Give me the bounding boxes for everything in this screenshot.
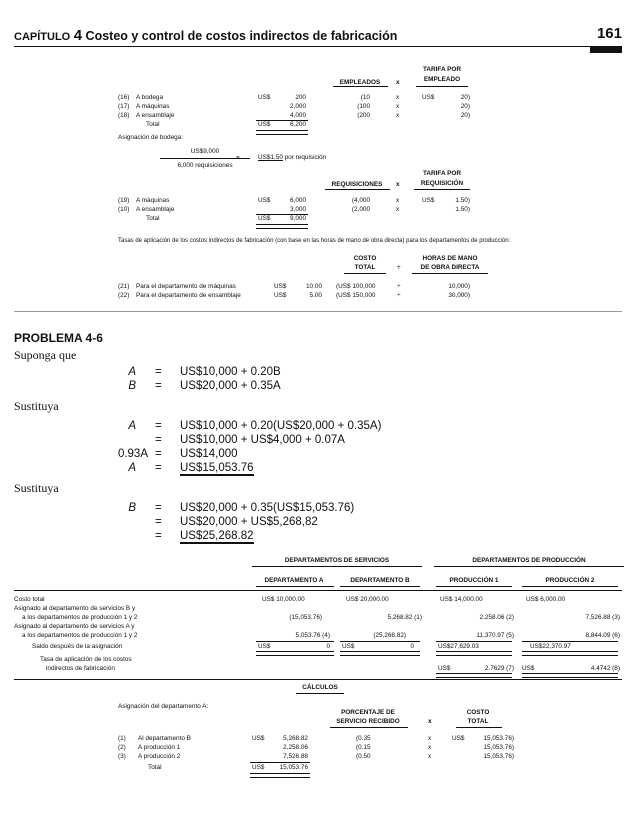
- row-num: (2): [118, 744, 126, 751]
- eq-rhs: US$20,000 + US$5,268,82: [180, 516, 318, 528]
- bodega-title: Asignación de bodega:: [118, 134, 184, 141]
- eq-lhs: A: [128, 366, 136, 378]
- row-count: (10: [360, 94, 370, 101]
- col-rule-prod-2: [522, 586, 618, 587]
- col-header-pct-2: SERVICIO RECIBIDO: [336, 718, 400, 725]
- col-rule-empleados: [333, 86, 388, 87]
- tasa-row-div: ÷: [397, 283, 401, 290]
- sustituya-text-2: Sustituya: [14, 481, 59, 495]
- tasa-row-rate: 10.00: [306, 283, 322, 290]
- row-label-costo: Costo total: [14, 596, 45, 603]
- cell-b: (25,268.82): [373, 632, 406, 639]
- row-costo: 15,053.76): [483, 735, 514, 742]
- group-header-servicios: DEPARTAMENTOS DE SERVICIOS: [284, 557, 390, 564]
- tasa-row-div: ÷: [397, 292, 401, 299]
- tasa-row-horas: 10,000): [448, 283, 470, 290]
- col-header-horas-2: DE OBRA DIRECTA: [420, 264, 480, 271]
- total-rule: [250, 762, 310, 763]
- row-amount: 7,526.88: [283, 753, 308, 760]
- cell-b-cur: US$: [342, 643, 355, 650]
- row-num: (1): [118, 735, 126, 742]
- col-rule-pct: [330, 727, 408, 728]
- eq-rhs: US$14,000: [180, 448, 238, 460]
- tasa-row-rate: 5.00: [309, 292, 322, 299]
- total-cur: US$: [258, 215, 271, 222]
- chapter-title: Costeo y control de costos indirectos de fabricación: [85, 29, 398, 43]
- row-x: x: [396, 103, 400, 110]
- col-header-tarifa-1: TARIFA POR: [423, 170, 461, 177]
- saldo-double-rule-p1: [436, 651, 512, 656]
- eq-lhs: A: [128, 462, 136, 474]
- eq-lhs: B: [128, 502, 136, 514]
- table-top-rule: [14, 590, 622, 591]
- row-amount: 6,000: [290, 197, 306, 204]
- row-x: x: [396, 112, 400, 119]
- row-count: (4,000: [351, 197, 370, 204]
- cell-b: 5,268.82 (1): [387, 614, 422, 621]
- cell-p1: 2,258.06 (2): [479, 614, 514, 621]
- tasa-row-costo: (US$ 150,000: [336, 292, 376, 299]
- row-amount: 200: [295, 94, 306, 101]
- row-num: (3): [118, 753, 126, 760]
- row-label: A producción 2: [138, 753, 181, 760]
- row-x: x: [396, 94, 400, 101]
- eq-rhs: US$20,000 + 0.35A: [180, 380, 281, 392]
- cell-a: US$ 10,000.00: [262, 596, 305, 603]
- eq-op: =: [155, 366, 162, 378]
- col-header-div: ÷: [397, 264, 401, 271]
- subtotal-rule-p2: [522, 641, 618, 642]
- col-header-costo-2: TOTAL: [354, 264, 376, 271]
- row-rate: 20): [460, 94, 470, 101]
- col-header-horas-1: HORAS DE MANO: [422, 255, 478, 262]
- total-double-rule: [256, 224, 308, 229]
- tasas-intro: Tasas de aplicación de los costos indirectos de fabricación (con base en las horas de mano de obra directa) para los departamentos de producción:: [118, 238, 511, 244]
- tasa-row-label: Para el departamento de máquinas: [136, 283, 236, 290]
- eq-rhs: US$25,268.82: [180, 530, 254, 542]
- total-cur: US$: [252, 764, 265, 771]
- eq-op: =: [155, 420, 162, 432]
- row-count: (200: [357, 112, 370, 119]
- total-double-rule: [250, 773, 310, 778]
- row-num: (18): [118, 112, 130, 119]
- sustituya-text-1: Sustituya: [14, 399, 59, 413]
- row-num: (10): [118, 206, 130, 213]
- row-x: x: [428, 744, 432, 751]
- row-costo: 15,053.76): [483, 744, 514, 751]
- group-rule-produccion: [434, 566, 624, 567]
- col-header-costo-1: COSTO: [353, 255, 377, 262]
- header-rule: [14, 46, 622, 47]
- group-header-produccion: DEPARTAMENTOS DE PRODUCCIÓN: [472, 557, 586, 564]
- cell-p2-cur: US$: [522, 665, 535, 672]
- total-double-rule: [256, 130, 308, 135]
- row-label: Al departamento B: [138, 735, 191, 742]
- eq-rhs: US$20,000 + 0.35(US$15,053.76): [180, 502, 355, 514]
- page-number: 161: [596, 25, 622, 42]
- cell-a-cur: US$: [258, 643, 271, 650]
- row-cur: US$: [252, 735, 265, 742]
- col-header-tarifa-1: TARIFA POR: [423, 66, 461, 73]
- cell-p1: US$ 14,000.00: [440, 596, 483, 603]
- row-pct: (0.35: [356, 735, 371, 742]
- row-rate: 20): [460, 103, 470, 110]
- eq-op: =: [155, 462, 162, 474]
- row-label: A ensamblaje: [136, 112, 175, 119]
- col-rule-tarifa: [414, 189, 470, 190]
- col-header-tarifa-2: EMPLEADO: [423, 76, 461, 83]
- row-label: A ensamblaje: [136, 206, 175, 213]
- row-label-asig-a-1: Asignado al departamento de servicios A y: [14, 623, 135, 630]
- cell-b: US$ 20,000.00: [346, 596, 389, 603]
- col-rule-prod-1: [436, 586, 512, 587]
- row-label: A máquinas: [136, 197, 170, 204]
- row-pct: (0.50: [356, 753, 371, 760]
- bodega-numerator: US$9,000: [190, 148, 220, 155]
- row-label-asig-b-1: Asignado al departamento de servicios B y: [14, 605, 136, 612]
- row-count: (100: [357, 103, 370, 110]
- row-x: x: [428, 753, 432, 760]
- col-rule-dept-a: [256, 586, 334, 587]
- total-amount: 15,053.76: [279, 764, 308, 771]
- col-header-pct-1: PORCENTAJE DE: [341, 709, 395, 716]
- row-label: A producción 1: [138, 744, 181, 751]
- row-rate: 1.50): [455, 206, 470, 213]
- tasa-double-rule-p1: [436, 673, 512, 678]
- chapter-number: 4: [73, 27, 83, 44]
- row-label: A máquinas: [136, 103, 170, 110]
- cell-p2: 4.4742 (8): [590, 665, 620, 672]
- bodega-result: [258, 154, 326, 161]
- subtotal-rule-b: [340, 641, 420, 642]
- total-label: Total: [146, 121, 160, 128]
- problem-title: PROBLEMA 4-6: [14, 331, 103, 345]
- cell-p1: US$27,629.03: [438, 643, 479, 650]
- row-label-saldo: Saldo después de la asignación: [32, 643, 123, 650]
- row-num: (16): [118, 94, 130, 101]
- bodega-equals: =: [236, 154, 240, 161]
- cell-p1: 11,370.97 (5): [476, 632, 514, 639]
- eq-rhs: US$10,000 + 0.20(US$20,000 + 0.35A): [180, 420, 382, 432]
- col-rule-req: [325, 189, 390, 190]
- table-bottom-rule: [14, 679, 622, 680]
- row-amount: 2,258.06: [283, 744, 308, 751]
- tasa-row-costo: (US$ 100,000: [336, 283, 376, 290]
- col-header-x: x: [396, 181, 400, 188]
- col-header-tarifa-2: REQUISICIÓN: [420, 180, 464, 187]
- row-cur: US$: [258, 94, 271, 101]
- total-amount: 6,200: [290, 121, 306, 128]
- row-label-asig-a-2: a los departamentos de producción 1 y 2: [22, 632, 138, 639]
- col-rule-tarifa: [416, 86, 468, 87]
- cell-p2: 7,526.88 (3): [585, 614, 620, 621]
- row-label-tasa-2: indirectos de fabricación: [46, 665, 115, 672]
- total-cur: US$: [258, 121, 271, 128]
- col-header-x: x: [396, 79, 400, 86]
- total-label: Total: [146, 215, 160, 222]
- cell-a: 5,053.76 (4): [295, 632, 330, 639]
- group-rule-servicios: [252, 566, 422, 567]
- tasa-row-cur: US$: [274, 292, 287, 299]
- row-num: (19): [118, 197, 130, 204]
- cell-b: 0: [410, 643, 414, 650]
- col-rule-costo: [344, 273, 386, 274]
- bodega-result-value: US$1.50: [258, 154, 283, 161]
- row-amount: 2,000: [290, 103, 306, 110]
- chapter-header: [14, 27, 397, 44]
- row-rate-cur: US$: [422, 197, 435, 204]
- calculos-title-rule: [296, 693, 344, 694]
- cell-p2: 8,844.09 (6): [585, 632, 620, 639]
- row-label-tasa-1: Tasa de aplicación de los costos: [40, 656, 132, 663]
- eq-rhs: US$15,053.76: [180, 462, 254, 474]
- total-label: Total: [148, 764, 162, 771]
- row-rate-cur: US$: [422, 94, 435, 101]
- suponga-text: Suponga que: [14, 348, 77, 362]
- calculos-title: CÁLCULOS: [302, 684, 338, 691]
- col-header-costo-1: COSTO: [466, 709, 490, 716]
- row-amount: 4,000: [290, 112, 306, 119]
- col-header-x: x: [428, 718, 432, 725]
- eq-rhs: US$10,000 + 0.20B: [180, 366, 281, 378]
- cell-p2: US$ 6,000.00: [526, 596, 566, 603]
- eq-op: =: [155, 448, 162, 460]
- row-amount: 5,268.82: [283, 735, 308, 742]
- bodega-denominator: 6,000 requisiciones: [177, 162, 233, 169]
- row-x: x: [396, 206, 400, 213]
- col-header-prod-2: PRODUCCIÓN 2: [545, 577, 595, 584]
- cell-a: 0: [326, 643, 330, 650]
- row-cur: US$: [258, 197, 271, 204]
- row-rate: 20): [460, 112, 470, 119]
- col-rule-costo: [456, 727, 502, 728]
- row-amount: 3,000: [290, 206, 306, 213]
- row-label: A bodega: [136, 94, 164, 101]
- section-rule: [14, 311, 622, 312]
- row-count: (2,000: [351, 206, 370, 213]
- header-corner-bar: [590, 46, 622, 53]
- saldo-double-rule-p2: [522, 651, 618, 656]
- eq-op: =: [155, 502, 162, 514]
- tasa-double-rule-p2: [522, 673, 618, 678]
- cell-a: (15,053.76): [289, 614, 322, 621]
- tasa-row-label: Para el departamento de ensamblaje: [136, 292, 241, 299]
- cell-p1-cur: US$: [438, 665, 451, 672]
- row-x: x: [428, 735, 432, 742]
- eq-op: =: [155, 530, 162, 542]
- eq-rhs: US$10,000 + US$4,000 + 0.07A: [180, 434, 345, 446]
- saldo-double-rule-a: [256, 651, 334, 656]
- row-costo-cur: US$: [452, 735, 465, 742]
- col-header-dept-b: DEPARTAMENTO B: [350, 577, 410, 584]
- row-x: x: [396, 197, 400, 204]
- eq-lhs: 0.93A: [117, 448, 148, 460]
- col-header-dept-a: DEPARTAMENTO A: [264, 577, 324, 584]
- row-label-asig-b-2: a los departamentos de producción 1 y 2: [22, 614, 138, 621]
- cell-p1: 2.7629 (7): [484, 665, 514, 672]
- col-rule-horas: [412, 273, 488, 274]
- eq-op: =: [155, 380, 162, 392]
- tasa-row-horas: 30,000): [448, 292, 470, 299]
- tasa-row-cur: US$: [274, 283, 287, 290]
- col-rule-dept-b: [340, 586, 420, 587]
- eq-lhs: A: [128, 420, 136, 432]
- bodega-result-suffix: por requisición: [284, 154, 327, 161]
- col-header-requisiciones: REQUISICIONES: [331, 181, 383, 188]
- chapter-label: CAPÍTULO: [14, 31, 71, 43]
- total-amount: 9,000: [290, 215, 306, 222]
- col-header-prod-1: PRODUCCIÓN 1: [449, 577, 499, 584]
- saldo-double-rule-b: [340, 651, 420, 656]
- row-rate: 1.50): [455, 197, 470, 204]
- col-header-costo-2: TOTAL: [467, 718, 489, 725]
- eq-op: =: [155, 516, 162, 528]
- subtotal-rule-a: [256, 641, 334, 642]
- tasa-row-num: (21): [118, 283, 130, 290]
- subtotal-rule-p1: [436, 641, 512, 642]
- row-costo: 15,053.76): [483, 753, 514, 760]
- eq-op: =: [155, 434, 162, 446]
- row-num: (17): [118, 103, 130, 110]
- col-header-empleados: EMPLEADOS: [339, 79, 381, 86]
- eq-lhs: B: [128, 380, 136, 392]
- cell-p2: US$22,370.97: [530, 643, 571, 650]
- tasa-row-num: (22): [118, 292, 130, 299]
- calculos-subtitle: Asignación del departamento A:: [118, 703, 209, 710]
- row-pct: (0.15: [356, 744, 371, 751]
